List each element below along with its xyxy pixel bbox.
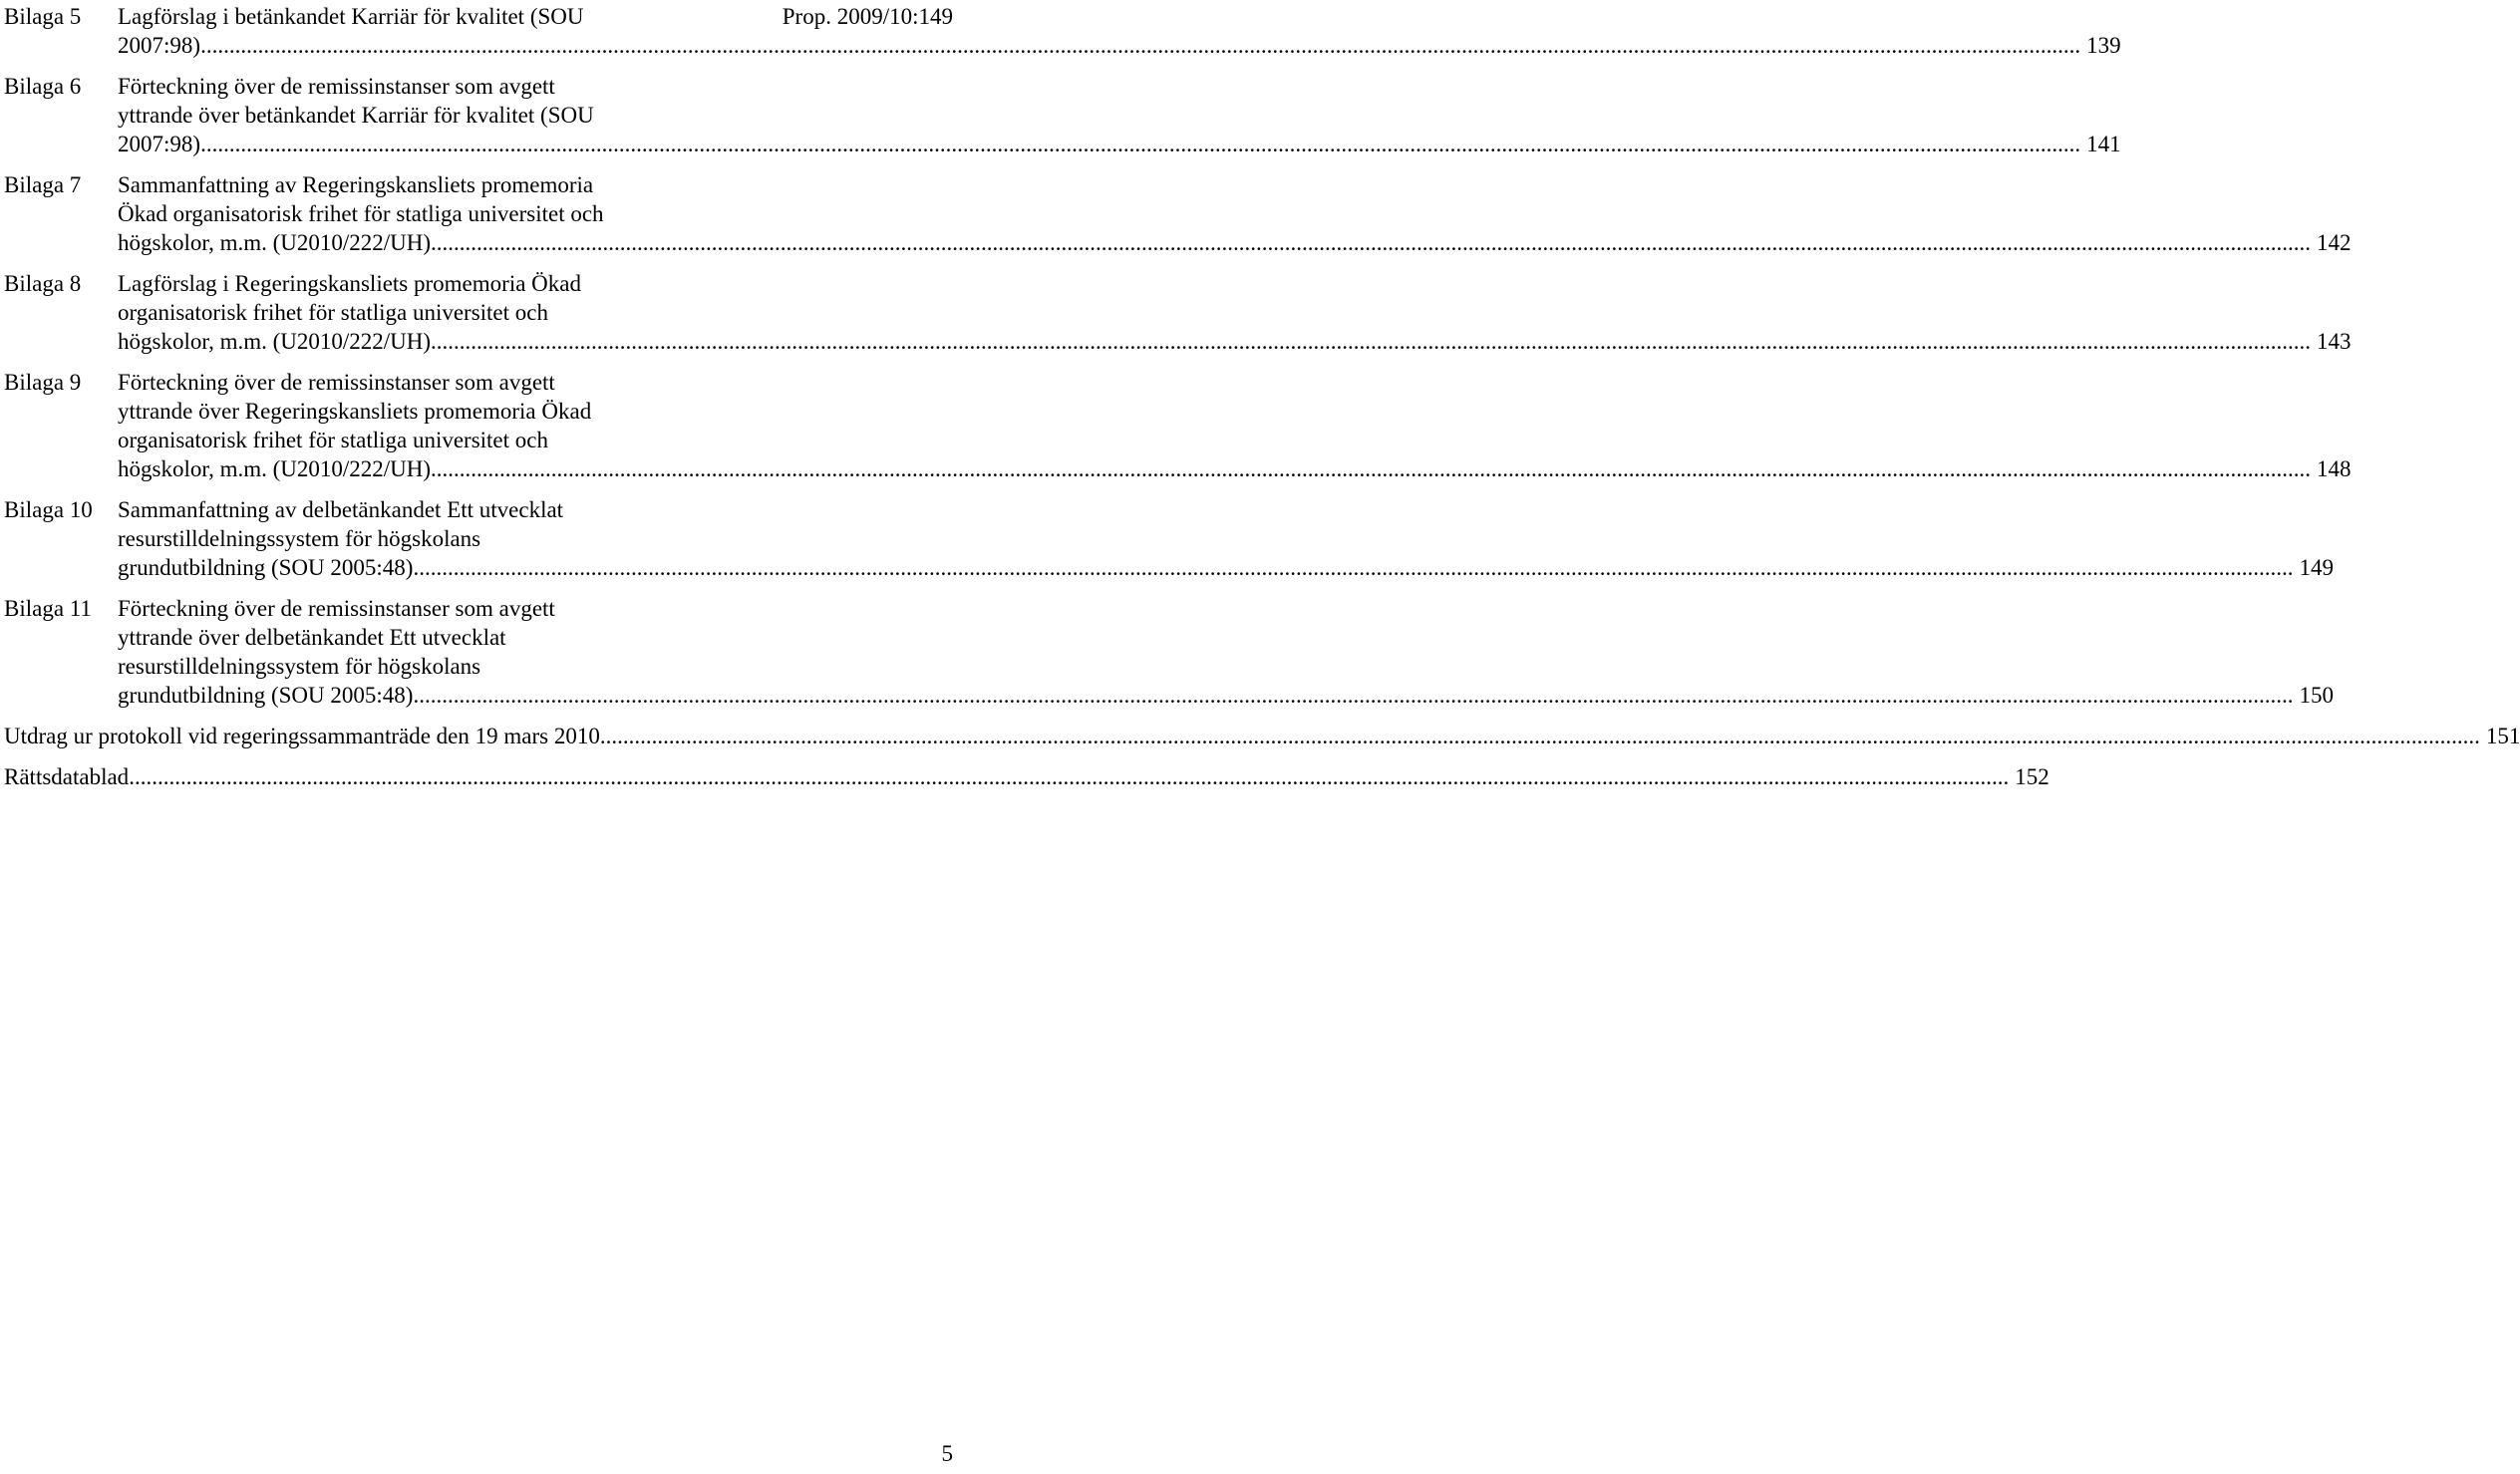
toc-page-number: 139 [2086,33,2121,58]
toc-page-number: 150 [2299,683,2334,708]
toc-entry-line: organisatorisk frihet för statliga universitet och [118,300,548,325]
toc-entry-label: Bilaga 7 [4,172,82,197]
toc-entry-line: Förteckning över de remissinstanser som avgett [118,370,555,395]
toc-entry-line: resurstilldelningssystem för högskolans [118,526,481,551]
toc-entry-body [118,2,2121,60]
toc-entry-last-line [118,681,2334,710]
toc-entry-body [118,72,2121,158]
toc-entry-text: grundutbildning (SOU 2005:48) [118,683,414,708]
toc-entry-body [118,368,2352,483]
toc-entry-label: Bilaga 11 [4,596,92,621]
toc-page-number: 143 [2317,329,2352,354]
toc-entry-line: Sammanfattning av Regeringskansliets promemoria [118,172,594,197]
toc-entry-label: Bilaga 10 [4,497,93,522]
toc-entry-label: Bilaga 9 [4,370,82,395]
toc-entry-body [118,594,2334,710]
toc-entry-text: 2007:98) [118,132,201,156]
toc-entry-bilaga-10[interactable] [4,495,2334,582]
toc-entry-label: Bilaga 6 [4,74,82,99]
toc-entry-rattsdatablad[interactable] [4,762,2049,791]
toc-entry-bilaga-9[interactable] [4,368,2352,483]
toc-entry-text: Rättsdatablad [4,764,130,789]
toc-page-number: 142 [2317,230,2352,255]
toc-entry-text: 2007:98) [118,33,201,58]
dot-leader [600,722,2480,750]
dot-leader [413,553,2293,582]
toc-page-number: 152 [2015,764,2049,789]
toc-entry-text: Utdrag ur protokoll vid regeringssammanträde den 19 mars 2010 [4,724,600,748]
toc-entry-last-line [118,553,2334,582]
toc-entry-bilaga-7[interactable] [4,170,2352,257]
toc-entry-utdrag-protokoll[interactable] [4,722,2520,750]
toc-entry-body [118,495,2334,582]
toc-entry-line: Lagförslag i betänkandet Karriär för kvalitet (SOU [118,4,584,29]
toc-entry-label: Bilaga 8 [4,271,82,296]
toc-entry-text: grundutbildning (SOU 2005:48) [118,555,414,580]
toc-entry-text: högskolor, m.m. (U2010/222/UH) [118,230,432,255]
toc-entry-last-line [118,130,2121,158]
toc-entry-line: yttrande över Regeringskansliets promemoria Ökad [118,399,592,424]
dot-leader [431,454,2311,483]
toc-entry-last-line [118,327,2352,356]
toc-entry-line: Förteckning över de remissinstanser som avgett [118,74,555,99]
toc-entry-last-line [118,31,2121,60]
toc-entry-line: Sammanfattning av delbetänkandet Ett utvecklat [118,497,564,522]
dot-leader [431,327,2311,356]
toc-page-number: 151 [2485,724,2520,748]
toc-entry-body [118,170,2352,257]
toc-entry-last-line [118,228,2352,257]
toc-entry-line: yttrande över delbetänkandet Ett utvecklat [118,625,506,650]
toc-entry-text: högskolor, m.m. (U2010/222/UH) [118,456,432,481]
toc-entry-bilaga-6[interactable] [4,72,2121,158]
dot-leader [413,681,2293,710]
page-number: 5 [941,1441,953,1466]
toc-entry-line: Lagförslag i Regeringskansliets promemoria Ökad [118,271,581,296]
toc-entry-label: Bilaga 5 [4,4,82,29]
toc-entry-line: Förteckning över de remissinstanser som avgett [118,596,555,621]
toc-entry-line: yttrande över betänkandet Karriär för kvalitet (SOU [118,103,594,128]
toc-page-number: 141 [2086,132,2121,156]
toc-entry-line: resurstilldelningssystem för högskolans [118,654,481,679]
toc-entry-line: Ökad organisatorisk frihet för statliga universitet och [118,201,604,226]
toc-entry-text: högskolor, m.m. (U2010/222/UH) [118,329,432,354]
toc-entry-line: organisatorisk frihet för statliga universitet och [118,428,548,452]
dot-leader [200,31,2080,60]
dot-leader [129,762,2009,791]
toc-entry-body [118,269,2352,356]
dot-leader [431,228,2311,257]
toc-page-number: 148 [2317,456,2352,481]
toc-page-number: 149 [2299,555,2334,580]
toc-entry-bilaga-8[interactable] [4,269,2352,356]
toc-entry-bilaga-11[interactable] [4,594,2334,710]
dot-leader [200,130,2080,158]
page-reference: Prop. 2009/10:149 [782,4,953,29]
toc-entry-last-line [118,454,2352,483]
